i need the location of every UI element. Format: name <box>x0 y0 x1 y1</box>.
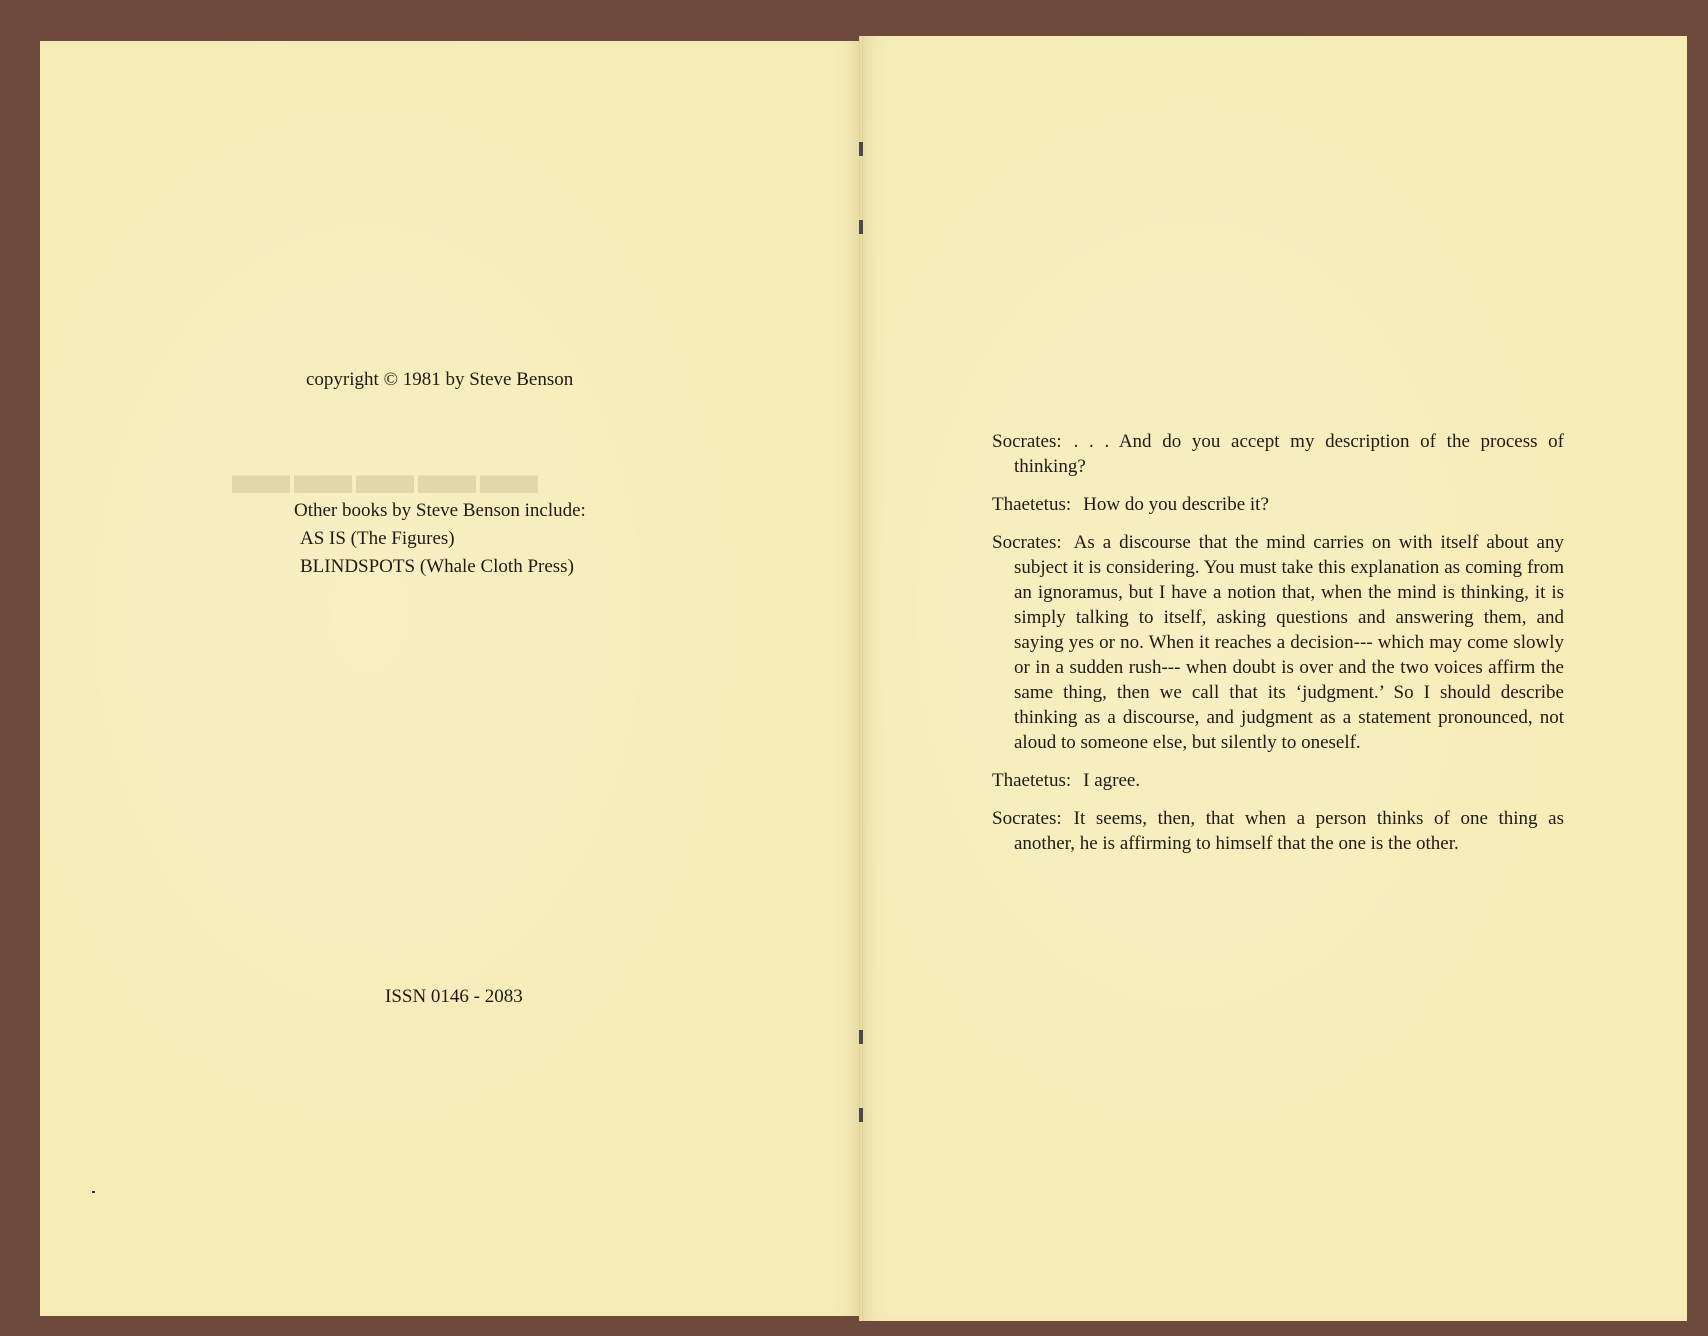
dialogue-line <box>992 806 1564 856</box>
speaker-name: Socrates: <box>992 808 1062 829</box>
dialogue-line <box>992 492 1564 517</box>
staple <box>859 1030 863 1044</box>
left-page <box>40 41 861 1316</box>
staple <box>859 142 863 156</box>
speaker-name: Socrates: <box>992 532 1062 553</box>
book-title: BLINDSPOTS (Whale Cloth Press) <box>300 556 574 577</box>
other-books-block <box>294 497 586 581</box>
ink-speck <box>92 1191 95 1193</box>
copyright-notice: copyright © 1981 by Steve Benson <box>306 369 574 390</box>
dialogue-line <box>992 429 1564 479</box>
speech-text: How do you describe it? <box>1083 494 1269 515</box>
dialogue-line <box>992 530 1564 755</box>
speech-text: As a discourse that the mind carries on with itself about any subject it is considering. You must take this explanation as coming from an ignoramus, but I have a notion that, when the mind is thinking, it is simply talking to itself, asking questions and answering them, and saying yes or no. When it reaches a decision--- which may come slowly or in a sudden rush--- when doubt is over and the two voices affirm the same thing, then we call that its ‘judgment.’ So I should describe thinking as a discourse, and judgment as a statement pronounced, not aloud to someone else, but silently to oneself. <box>1014 532 1564 753</box>
book-title: AS IS (The Figures) <box>300 528 455 549</box>
speaker-name: Thaetetus: <box>992 494 1072 515</box>
speaker-name: Socrates: <box>992 431 1062 452</box>
show-through-shadow: ▬▬▬▬▬ <box>228 441 538 506</box>
speech-text: . . . And do you accept my description of the process of thinking? <box>1014 431 1564 477</box>
other-books-heading: Other books by Steve Benson include: <box>294 500 586 521</box>
staple <box>859 220 863 234</box>
staple <box>859 1108 863 1122</box>
dialogue-line <box>992 768 1564 793</box>
dialogue-block <box>992 429 1564 869</box>
speech-text: I agree. <box>1083 770 1141 791</box>
speech-text: It seems, then, that when a person thinks of one thing as another, he is affirming to himself that the one is the other. <box>1014 808 1564 854</box>
issn-number: ISSN 0146 - 2083 <box>385 986 523 1007</box>
speaker-name: Thaetetus: <box>992 770 1072 791</box>
